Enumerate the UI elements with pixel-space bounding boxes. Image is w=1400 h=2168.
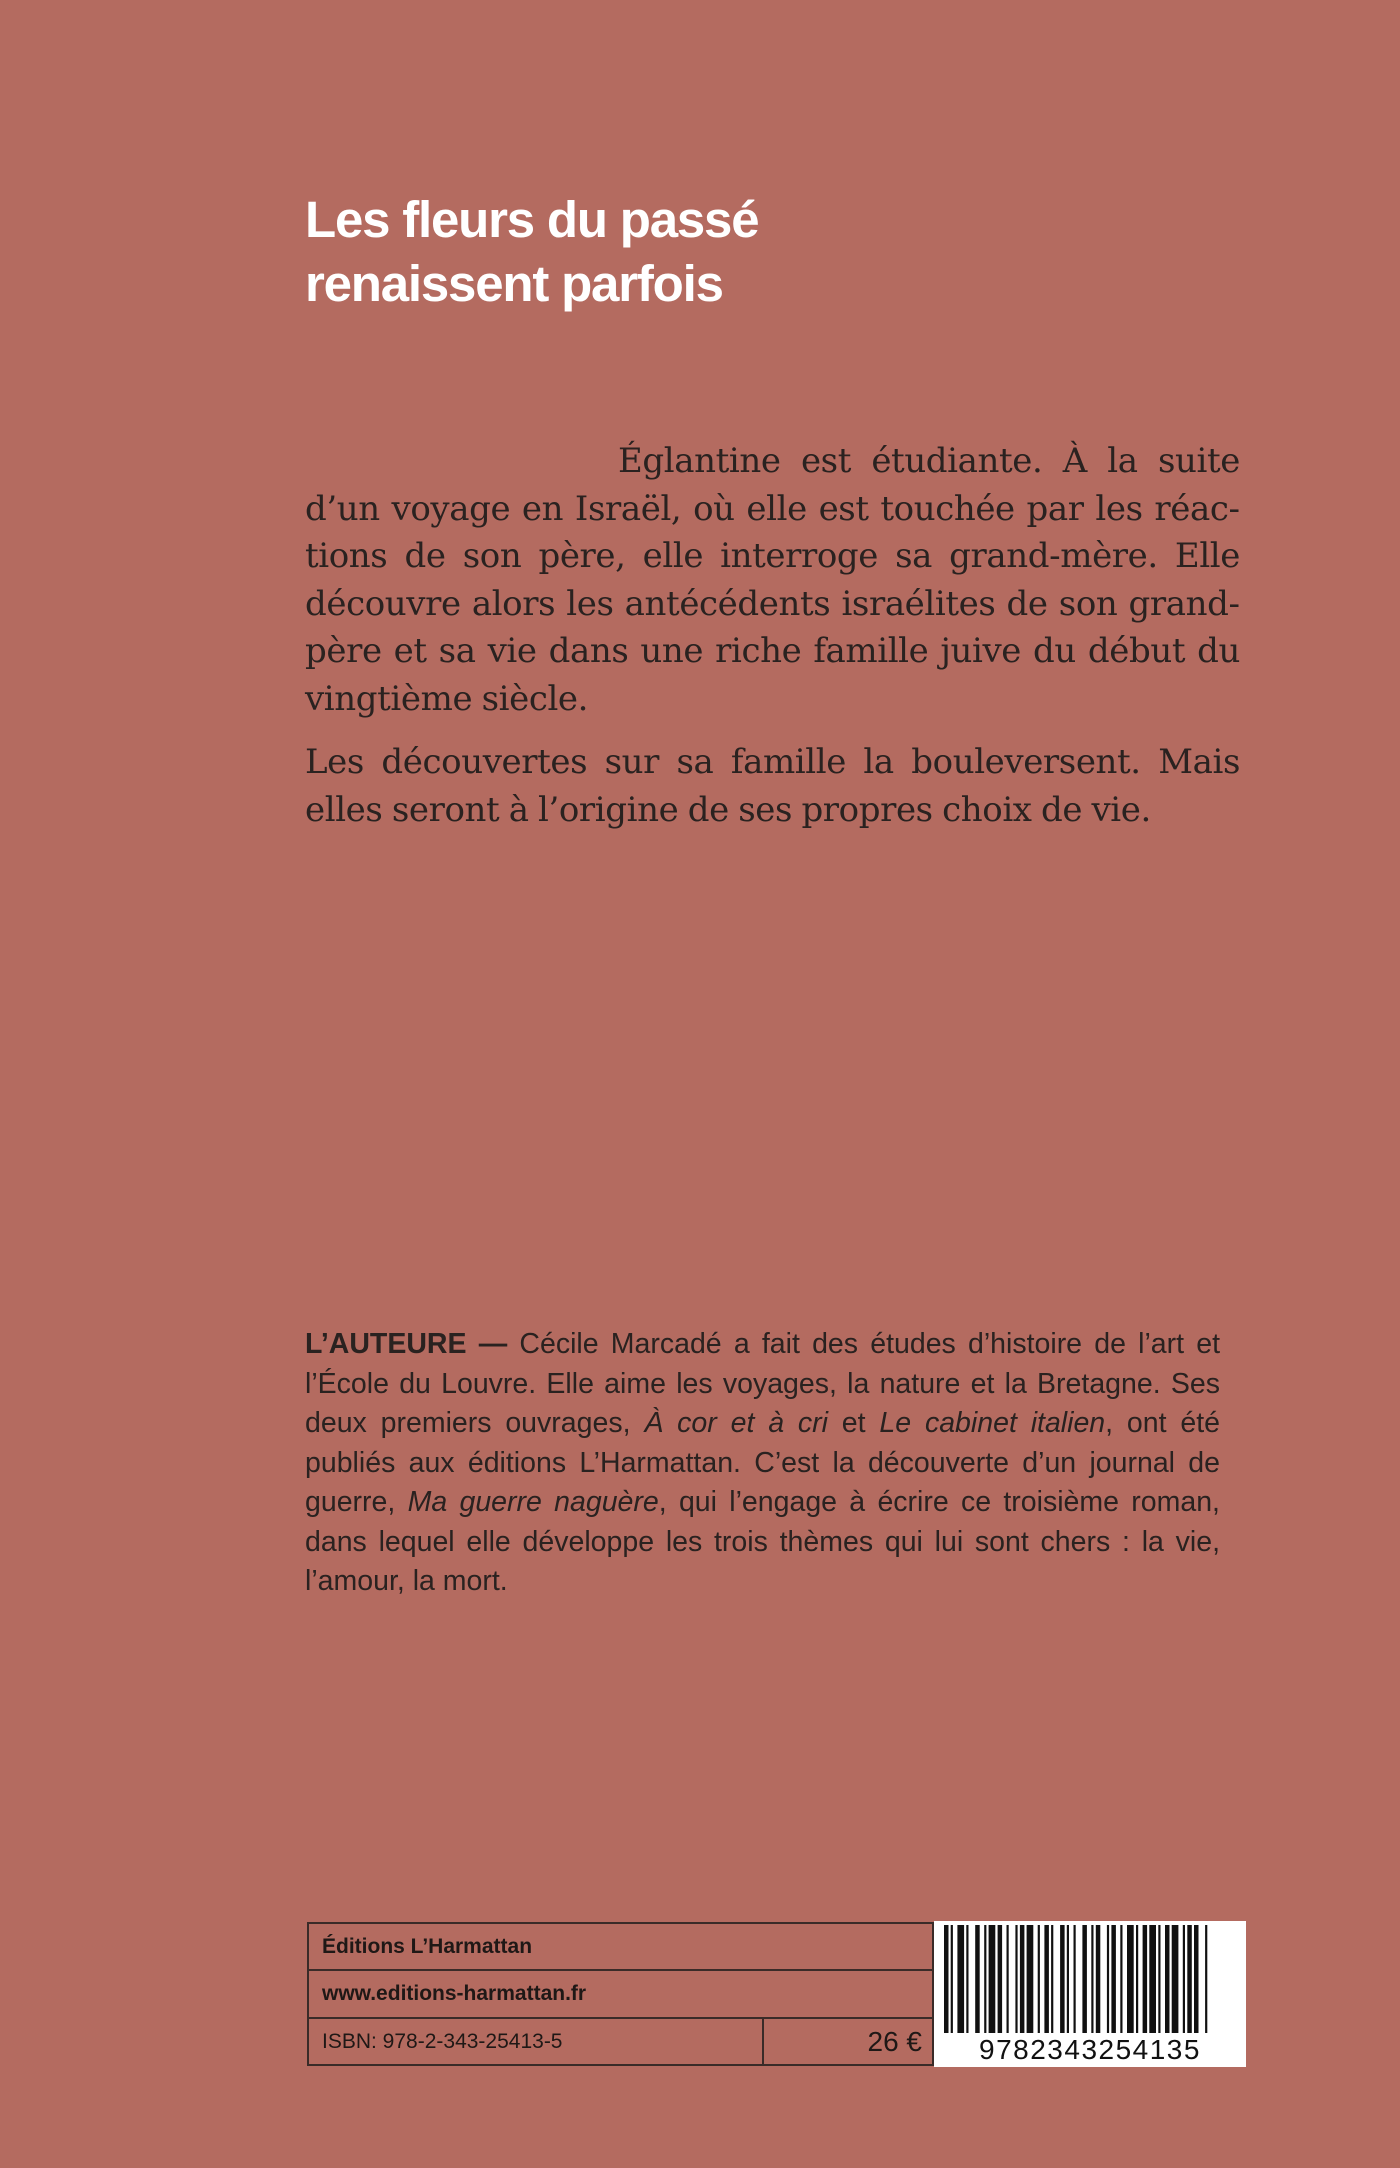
barcode-bar: [1187, 1925, 1192, 2033]
barcode-bar: [966, 1925, 968, 2033]
barcode-bar: [1111, 1925, 1116, 2033]
synopsis: [305, 438, 1240, 850]
publisher-website: www.editions-harmattan.fr: [322, 1982, 587, 2005]
barcode-bar: [1067, 1925, 1069, 2033]
barcode-bar: [957, 1925, 964, 2033]
barcode-bar: [951, 1925, 953, 2033]
barcode-bar: [1074, 1925, 1076, 2033]
barcode-bar: [1038, 1925, 1040, 2033]
barcode-bar: [1060, 1925, 1065, 2033]
book-price: 26 €: [867, 2026, 922, 2057]
author-book-title-1: À cor et à cri: [644, 1407, 828, 1439]
author-bio-text: , ont été publiés aux éditions L’Harmattan. C’est la découverte d’un journal de guerre,: [305, 1407, 1221, 1518]
author-bio-lead: L’AUTEURE —: [305, 1328, 508, 1360]
barcode-bar: [1107, 1925, 1109, 2033]
publisher-info-box: [307, 1922, 934, 2066]
barcode-bar: [1096, 1925, 1101, 2033]
barcode-bar: [1020, 1925, 1025, 2033]
barcode-bar: [1027, 1925, 1034, 2033]
barcode-bar: [1194, 1925, 1199, 2033]
barcode-bar: [1127, 1925, 1134, 2033]
author-book-title-3: Ma guerre naguère: [407, 1486, 659, 1518]
barcode-bar: [944, 1925, 949, 2033]
author-bio-text: Cécile Marcadé a fait des études d’histoire de l’art et l’École du Louvre. Elle aime les voyages, la nature et la Bretagne. Ses deux premiers ouvrages,: [305, 1328, 1220, 1439]
barcode-bar: [1051, 1925, 1053, 2033]
author-bio-text: et: [827, 1407, 880, 1439]
author-bio-text: , qui l’engage à écrire ce troisième roman, dans lequel elle développe les trois thèmes qui lui sont chers : la vie, l’amour, la mort.: [305, 1486, 1220, 1597]
isbn-number: ISBN: 978-2-343-25413-5: [309, 2019, 764, 2066]
barcode-bar: [975, 1925, 980, 2033]
barcode-bar: [1143, 1925, 1148, 2033]
barcode-bar: [1183, 1925, 1185, 2033]
book-title-line-2: renaissent parfois: [305, 255, 723, 312]
barcode-bar: [1136, 1925, 1138, 2033]
synopsis-paragraph-2: Les découvertes sur sa famille la bouleversent. Mais elles seront à l’origine de ses propres choix de vie.: [305, 742, 1240, 830]
website-row: [309, 1971, 932, 2019]
barcode-bar: [989, 1925, 996, 2033]
isbn-row: [309, 2019, 932, 2066]
book-title: [305, 188, 758, 316]
barcode-bar: [1082, 1925, 1087, 2033]
book-title-line-1: Les fleurs du passé: [305, 191, 759, 248]
barcode-bars-icon: [934, 1921, 1246, 2033]
barcode-bar: [1015, 1925, 1017, 2033]
publisher-row: [309, 1924, 932, 1971]
barcode-bar: [1165, 1925, 1170, 2033]
barcode-bar: [1158, 1925, 1160, 2033]
barcode-bar: [998, 1925, 1003, 2033]
barcode-bar: [1172, 1925, 1179, 2033]
barcode-bar: [1120, 1925, 1122, 2033]
synopsis-paragraph-1: Églantine est étudiante. À la suite d’un voyage en Israël, où elle est touchée par les réactions de son père, elle interroge sa grand-mère. Elle découvre alors les antécédents israélites de son grandpère et sa vie dans une riche famille juive du début du vingtième siècle.: [305, 441, 1240, 719]
author-bio: [305, 1325, 1220, 1602]
author-book-title-2: Le cabinet italien: [879, 1407, 1106, 1439]
barcode-digits: 9782343254135: [934, 2033, 1246, 2067]
barcode: [934, 1921, 1246, 2067]
publisher-name: Éditions L’Harmattan: [322, 1935, 533, 1958]
barcode-bar: [1007, 1925, 1009, 2033]
barcode-bar: [1205, 1925, 1207, 2033]
barcode-bar: [1044, 1925, 1049, 2033]
barcode-bar: [1149, 1925, 1156, 2033]
barcode-bar: [984, 1925, 986, 2033]
barcode-bar: [1091, 1925, 1093, 2033]
